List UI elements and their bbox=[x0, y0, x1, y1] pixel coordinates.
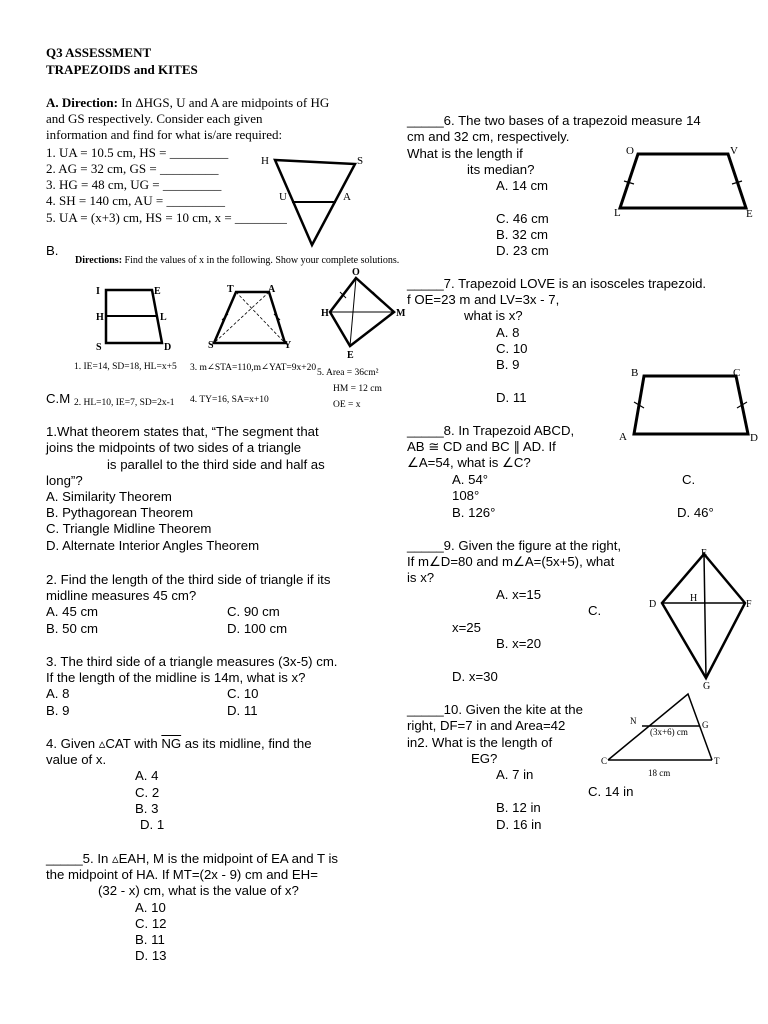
part-a-direction-text: In ΔHGS, U and A are midpoints of HG bbox=[121, 95, 330, 110]
label-g: G bbox=[702, 720, 709, 730]
q4-segment-ng: $\overline{NG}$ bbox=[161, 736, 182, 751]
q6-choice-c[interactable]: C. 46 cm bbox=[496, 211, 549, 226]
label-y: Y bbox=[284, 340, 292, 351]
label-d: D bbox=[164, 342, 172, 353]
q6-line4: its median? bbox=[467, 162, 535, 177]
q1-choice-a[interactable]: A. Similarity Theorem bbox=[46, 489, 172, 504]
q4-choice-d[interactable]: D. 1 bbox=[140, 817, 165, 832]
q3-choice-d[interactable]: D. 11 bbox=[227, 703, 258, 718]
q8-line1: _____8. In Trapezoid ABCD, bbox=[407, 423, 575, 438]
label-a: A bbox=[343, 191, 351, 203]
label-t: T bbox=[714, 756, 720, 766]
q3-line1: 3. The third side of a triangle measures (3x-5) cm. bbox=[46, 654, 338, 669]
q6-line3: What is the length if bbox=[407, 146, 523, 161]
cm-label: C.M bbox=[46, 391, 71, 406]
q9-line2: If m∠D=80 and m∠A=(5x+5), what bbox=[407, 554, 615, 569]
label-c: C bbox=[733, 367, 741, 379]
label-o: O bbox=[626, 145, 634, 157]
q2-choice-b[interactable]: B. 50 cm bbox=[46, 621, 99, 636]
q7-choice-c[interactable]: C. 10 bbox=[496, 341, 528, 356]
q10-choice-b[interactable]: B. 12 in bbox=[496, 800, 541, 815]
part-a-item-4: 4. SH = 140 cm, AU = _________ bbox=[46, 193, 225, 208]
diagonal-eg bbox=[704, 554, 706, 678]
q5-choice-b[interactable]: B. 11 bbox=[135, 932, 165, 947]
q4-line1-post: as its midline, find the bbox=[181, 736, 312, 751]
q1-choice-d[interactable]: D. Alternate Interior Angles Theorem bbox=[46, 538, 260, 553]
q9-choice-c-label[interactable]: C. bbox=[588, 603, 602, 618]
q9-line1: _____9. Given the figure at the right, bbox=[407, 538, 622, 553]
label-a: A bbox=[268, 284, 276, 295]
q8-choice-b[interactable]: B. 126° bbox=[452, 505, 496, 520]
q10-line1: _____10. Given the kite at the bbox=[407, 702, 583, 717]
label-a: A bbox=[619, 431, 627, 443]
page-title: Q3 ASSESSMENT bbox=[46, 45, 152, 60]
part-b-directions-word: Directions: bbox=[75, 255, 123, 266]
trapezoid-tasy-figure bbox=[200, 280, 300, 355]
q4-choice-a[interactable]: A. 4 bbox=[135, 768, 159, 783]
q5-choice-a[interactable]: A. 10 bbox=[135, 900, 166, 915]
fig-caption-1: 1. IE=14, SD=18, HL=x+5 bbox=[74, 362, 177, 372]
label-s: S bbox=[208, 340, 214, 351]
label-n: N bbox=[630, 716, 637, 726]
trapezoid-love-outline bbox=[620, 154, 746, 208]
q2-choice-d[interactable]: D. 100 cm bbox=[227, 621, 288, 636]
fig-caption-5-line1: 5. Area = 36cm² bbox=[317, 368, 379, 378]
part-a-item-1: 1. UA = 10.5 cm, HS = _________ bbox=[46, 145, 229, 160]
part-a-item-5: 5. UA = (x+3) cm, HS = 10 cm, x = ________ bbox=[46, 210, 287, 225]
q3-line2: If the length of the midline is 14m, what is x? bbox=[46, 670, 306, 685]
label-e: E bbox=[154, 286, 161, 297]
label-l: L bbox=[160, 312, 167, 323]
label-h: H bbox=[96, 312, 104, 323]
q7-choice-b[interactable]: B. 9 bbox=[496, 357, 520, 372]
trapezoid-abcd-outline bbox=[634, 376, 748, 434]
q5-choice-c[interactable]: C. 12 bbox=[135, 916, 167, 931]
part-b-label: B. bbox=[46, 243, 59, 258]
triangle-hgs-figure bbox=[255, 150, 375, 250]
q9-line3: is x? bbox=[407, 570, 435, 585]
label-v: V bbox=[730, 145, 738, 157]
label-s: S bbox=[96, 342, 102, 353]
label-t: T bbox=[227, 284, 234, 295]
label-midline-length: (3x+6) cm bbox=[650, 727, 688, 737]
q3-choice-c[interactable]: C. 10 bbox=[227, 686, 259, 701]
label-e: E bbox=[347, 350, 354, 361]
part-a-direction-word: Direction: bbox=[61, 95, 118, 110]
q4-line1 bbox=[46, 736, 312, 752]
q1-line4: long”? bbox=[46, 473, 83, 488]
part-b-directions-text: Find the values of x in the following. Show your complete solutions. bbox=[124, 255, 400, 266]
q9-choice-b[interactable]: B. x=20 bbox=[496, 636, 542, 651]
label-h: H bbox=[261, 155, 269, 167]
q6-line1: _____6. The two bases of a trapezoid measure 14 bbox=[407, 113, 701, 128]
q7-line3: what is x? bbox=[464, 308, 523, 323]
q2-choice-c[interactable]: C. 90 cm bbox=[227, 604, 280, 619]
fig-caption-4: 4. TY=16, SA=x+10 bbox=[190, 395, 269, 405]
trapezoid-abcd-figure bbox=[612, 360, 764, 450]
q7-line2: f OE=23 m and LV=3x - 7, bbox=[407, 292, 560, 307]
fig-caption-2: 2. HL=10, IE=7, SD=2x-1 bbox=[74, 398, 175, 408]
label-h: H bbox=[690, 593, 698, 604]
fig-caption-3: 3. m∠STA=110,m∠YAT=9x+20 bbox=[190, 363, 317, 373]
part-a-direction-line1 bbox=[46, 95, 329, 111]
label-l: L bbox=[614, 207, 621, 219]
label-m: M bbox=[396, 308, 406, 319]
q8-choice-a[interactable]: A. 54° bbox=[452, 472, 489, 487]
q1-line3: is parallel to the third side and half as bbox=[107, 457, 325, 472]
page-subtitle: TRAPEZOIDS and KITES bbox=[46, 62, 198, 77]
q1-choice-c[interactable]: C. Triangle Midline Theorem bbox=[46, 521, 212, 536]
kite-edfg-figure bbox=[640, 546, 765, 692]
label-e: E bbox=[746, 208, 753, 220]
q10-line3: in2. What is the length of bbox=[407, 735, 553, 750]
q7-choice-a[interactable]: A. 8 bbox=[496, 325, 520, 340]
label-base-length: 18 cm bbox=[648, 768, 671, 778]
part-a-direction-line2: and GS respectively. Consider each given bbox=[46, 111, 263, 126]
trapezoid-iesd-figure bbox=[90, 280, 180, 355]
q1-choice-b[interactable]: B. Pythagorean Theorem bbox=[46, 505, 194, 520]
q10-line2: right, DF=7 in and Area=42 bbox=[407, 718, 566, 733]
q5-line2: the midpoint of HA. If MT=(2x - 9) cm and EH= bbox=[46, 867, 318, 882]
q4-choice-b[interactable]: B. 3 bbox=[135, 801, 159, 816]
fig-caption-5-line2: HM = 12 cm bbox=[333, 384, 382, 394]
q2-line2: midline measures 45 cm? bbox=[46, 588, 197, 603]
q6-choice-d[interactable]: D. 23 cm bbox=[496, 243, 549, 258]
q2-choice-a[interactable]: A. 45 cm bbox=[46, 604, 99, 619]
q10-choice-a[interactable]: A. 7 in bbox=[496, 767, 534, 782]
q1-line2: joins the midpoints of two sides of a triangle bbox=[46, 440, 302, 455]
part-a-item-3: 3. HG = 48 cm, UG = _________ bbox=[46, 177, 222, 192]
q10-choice-c[interactable]: C. 14 in bbox=[588, 784, 634, 799]
trapezoid-love-figure bbox=[610, 140, 760, 225]
kite-ohme-figure bbox=[318, 266, 408, 361]
fig-caption-5-line3: OE = x bbox=[333, 400, 361, 410]
q8-choice-c-label[interactable]: C. bbox=[682, 472, 696, 487]
label-d: D bbox=[750, 432, 758, 444]
label-b: B bbox=[631, 367, 639, 379]
label-s: S bbox=[357, 155, 364, 167]
label-c: C bbox=[601, 756, 608, 766]
label-e: E bbox=[701, 548, 708, 559]
q1-line1: 1.What theorem states that, “The segment that bbox=[46, 424, 319, 439]
q5-choice-d[interactable]: D. 13 bbox=[135, 948, 167, 963]
label-f: F bbox=[746, 599, 752, 610]
q5-line1: _____5. In ▵EAH, M is the midpoint of EA and T is bbox=[46, 851, 339, 866]
q9-choice-a[interactable]: A. x=15 bbox=[496, 587, 542, 602]
q6-choice-a[interactable]: A. 14 cm bbox=[496, 178, 549, 193]
q7-choice-d[interactable]: D. 11 bbox=[496, 390, 527, 405]
kite-edfg-outline bbox=[662, 554, 745, 678]
part-a-label: A. bbox=[46, 95, 59, 110]
q6-choice-b[interactable]: B. 32 cm bbox=[496, 227, 549, 242]
label-d: D bbox=[649, 599, 657, 610]
part-a-direction-line3: information and find for what is/are required: bbox=[46, 127, 283, 142]
q3-choice-b[interactable]: B. 9 bbox=[46, 703, 70, 718]
part-b-directions bbox=[75, 255, 399, 266]
triangle-cat-figure bbox=[600, 688, 750, 780]
label-u: U bbox=[279, 191, 287, 203]
q3-choice-a[interactable]: A. 8 bbox=[46, 686, 70, 701]
q8-choice-c-value[interactable]: 108° bbox=[452, 488, 480, 503]
label-i: I bbox=[96, 286, 100, 297]
label-o: O bbox=[352, 267, 360, 278]
q4-line1-pre: 4. Given ▵CAT with bbox=[46, 736, 162, 751]
q8-line2: AB ≅ CD and BC ∥ AD. If bbox=[407, 439, 556, 454]
q9-choice-d[interactable]: D. x=30 bbox=[452, 669, 498, 684]
q10-choice-d[interactable]: D. 16 in bbox=[496, 817, 542, 832]
label-g: G bbox=[703, 681, 711, 692]
q8-line3: ∠A=54, what is ∠C? bbox=[407, 455, 531, 470]
q7-line1: _____7. Trapezoid LOVE is an isosceles trapezoid. bbox=[407, 276, 707, 291]
q10-line4: EG? bbox=[471, 751, 498, 766]
q4-line2: value of x. bbox=[46, 752, 107, 767]
q4-choice-c[interactable]: C. 2 bbox=[135, 785, 160, 800]
q2-line1: 2. Find the length of the third side of triangle if its bbox=[46, 572, 331, 587]
q5-line3: (32 - x) cm, what is the value of x? bbox=[98, 883, 299, 898]
label-h: H bbox=[321, 308, 329, 319]
q9-choice-c-value[interactable]: x=25 bbox=[452, 620, 481, 635]
part-a-item-2: 2. AG = 32 cm, GS = _________ bbox=[46, 161, 219, 176]
q6-line2: cm and 32 cm, respectively. bbox=[407, 129, 570, 144]
q8-choice-d[interactable]: D. 46° bbox=[677, 505, 714, 520]
